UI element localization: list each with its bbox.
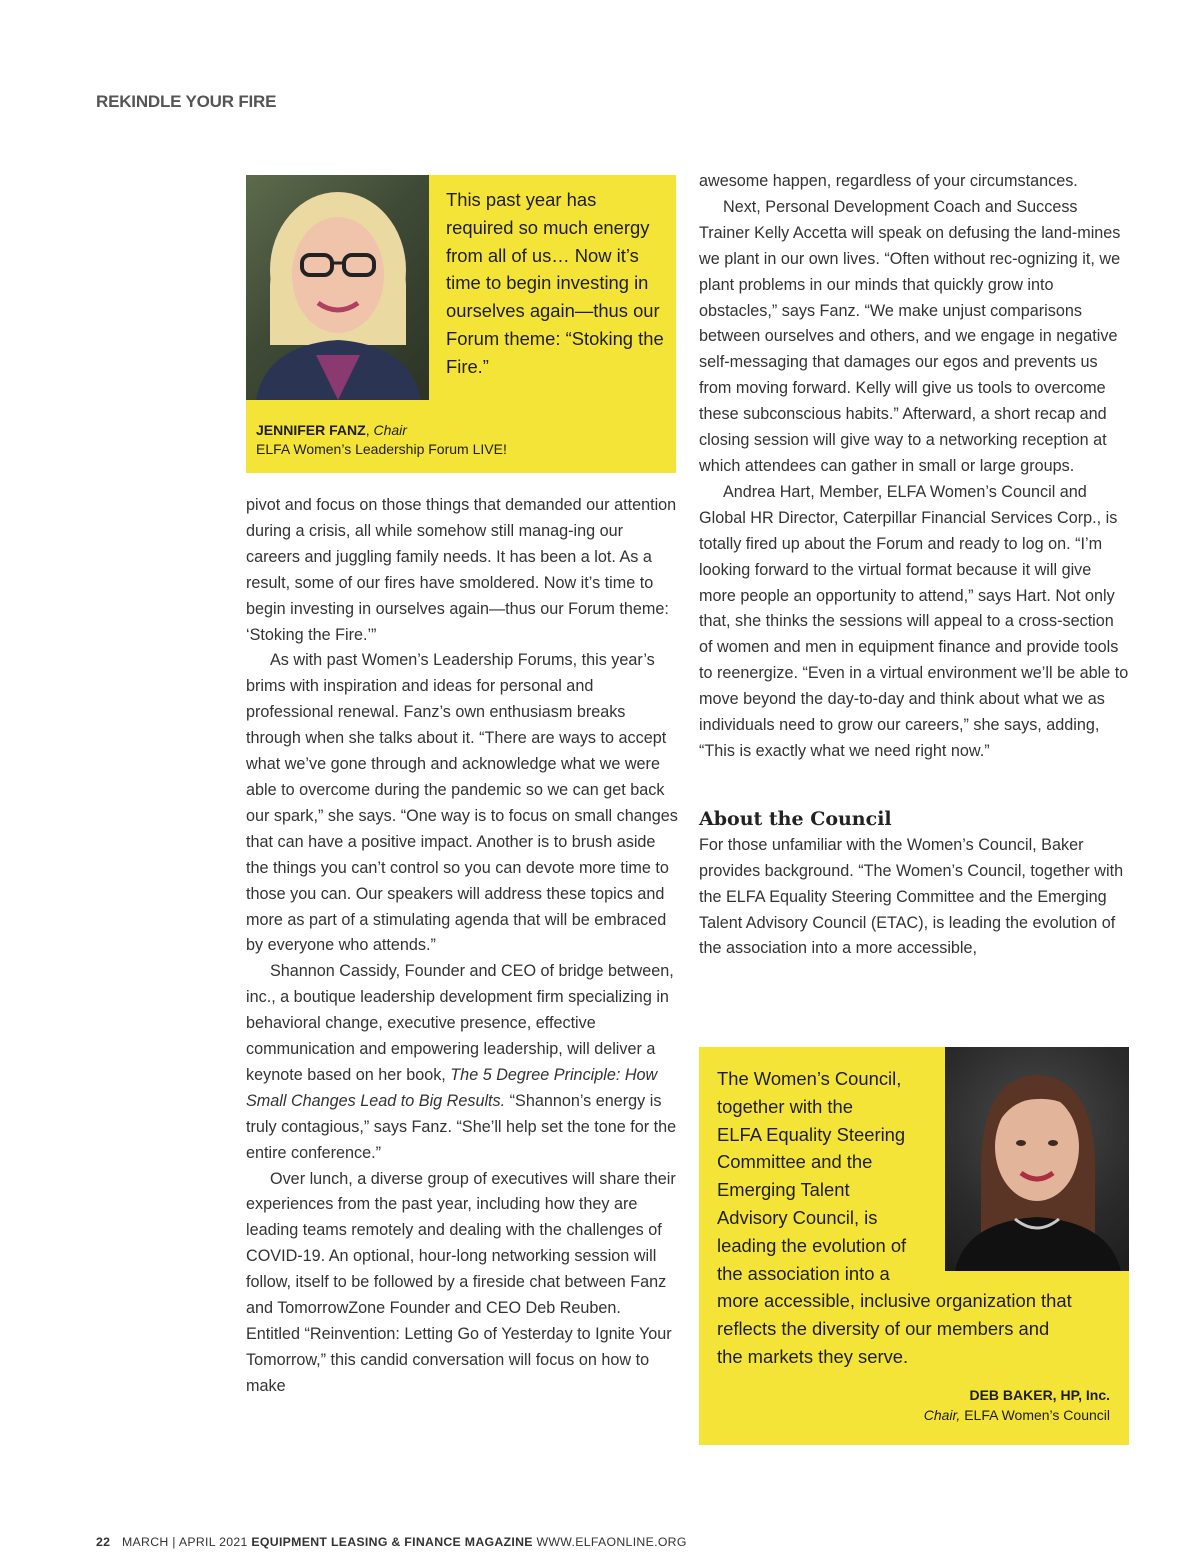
quote-line: Committee and the bbox=[717, 1151, 873, 1173]
pull-quote-text: This past year has required so much energy from all of us… Now it’s time to begin investing in ourselves again—thus our Forum theme: “Stoking the Fire.” bbox=[446, 189, 664, 377]
website-url: WWW.ELFAONLINE.ORG bbox=[536, 1535, 687, 1549]
quote-line: leading the evolution of bbox=[717, 1234, 907, 1256]
pull-quote-credit bbox=[924, 1385, 1110, 1425]
pull-quote-fanz bbox=[246, 175, 676, 473]
paragraph-text: “Shannon’s energy is truly contagious,” says Fanz. “She’ll help set the tone for the entire conference.” bbox=[246, 1091, 677, 1162]
pull-quote-baker bbox=[699, 1047, 1129, 1445]
pull-quote-credit: JENNIFER FANZ, Chair ELFA Women’s Leadership Forum LIVE! bbox=[256, 422, 507, 457]
credit-role: Chair, bbox=[923, 1407, 961, 1423]
quote-line: ELFA Equality Steering bbox=[717, 1123, 906, 1145]
paragraph: Andrea Hart, Member, ELFA Women’s Council and Global HR Director, Caterpillar Financial Services Corp., is totally fired up about the Forum and ready to log on. “I’m looking forward to the virtual format because it will give more people an opportunity to attend,” says Hart. Not only that, she thinks the sessions will appeal to a cross-section of women and men in equipment finance and provide tools to reenergize. “Even in a virtual environment we’ll be able to move beyond the day-to-day and think about what we as individuals need to grow our careers,” she says, adding, “This is exactly what we need right now.” bbox=[699, 482, 1129, 760]
portrait-jennifer-fanz bbox=[246, 175, 429, 400]
paragraph: As with past Women’s Leadership Forums, this year’s brims with inspiration and ideas for personal and professional renewal. Fanz’s own enthusiasm breaks through when she talks about it. “There are ways to accept what we’ve gone through and acknowledge what we were able to overcome during the pandemic so we can get back our spark,” she says. “One way is to focus on small changes that can have a positive impact. Another is to brush aside the things you can’t control so you can devote more time to those you can. Our speakers will address these topics and more as part of a stimulating agenda that will be embraced by everyone who attends.” bbox=[246, 651, 678, 955]
section-label: REKINDLE YOUR FIRE bbox=[96, 92, 277, 111]
paragraph-text: Shannon Cassidy, Founder and CEO of bridge between, inc., a boutique leadership development firm specializing in behavioral change, executive presence, effective communication and empowering leadership, will deliver a keynote based on her book, bbox=[246, 962, 674, 1084]
quote-line: together with the bbox=[717, 1095, 853, 1117]
article-column-left bbox=[246, 493, 678, 1400]
subhead-about-council: About the Council bbox=[699, 807, 892, 830]
paragraph bbox=[246, 959, 678, 1166]
credit-org: ELFA Women’s Council bbox=[964, 1407, 1110, 1423]
article-column-right bbox=[699, 169, 1129, 962]
page-number: 22 bbox=[96, 1535, 111, 1549]
magazine-title: EQUIPMENT LEASING & FINANCE MAGAZINE bbox=[251, 1535, 533, 1549]
credit-org: ELFA Women’s Leadership Forum LIVE! bbox=[256, 441, 507, 457]
paragraph: Next, Personal Development Coach and Success Trainer Kelly Accetta will speak on defusing the land-mines we plant in our own lives. “Often without rec-ognizing it, we plant problems in our minds that quickly grow into obstacles,” says Fanz. “We make unjust comparisons between ourselves and others, and we engage in negative self-messaging that damages our egos and prevents us from moving forward. Kelly will give us tools to overcome these subconscious habits.” Afterward, a short recap and closing session will give way to a networking reception at which attendees can gather in small or large groups. bbox=[699, 197, 1121, 475]
paragraph: For those unfamiliar with the Women’s Council, Baker provides background. “The Women’s Council, together with the ELFA Equality Steering Committee and the Emerging Talent Advisory Council (ETAC), is leading the evolution of the association into a more accessible, bbox=[699, 835, 1124, 958]
quote-line: the markets they serve. bbox=[717, 1345, 909, 1367]
credit-name: JENNIFER FANZ bbox=[256, 422, 366, 438]
paragraph: Over lunch, a diverse group of executives will share their experiences from the past year, including how they are leading teams remotely and dealing with the challenges of COVID-19. An optional, hour-long networking session will follow, itself to be followed by a fireside chat between Fanz and TomorrowZone Founder and CEO Deb Reuben. Entitled “Reinvention: Letting Go of Yesterday to Ignite Your Tomorrow,” this candid conversation will focus on how to make bbox=[246, 1169, 676, 1395]
quote-line: The Women’s Council, bbox=[717, 1068, 902, 1089]
quote-line: more accessible, inclusive organization that bbox=[717, 1290, 1072, 1312]
credit-name: DEB BAKER, HP, Inc. bbox=[969, 1387, 1110, 1403]
pull-quote-text bbox=[717, 1065, 1117, 1371]
book-title: The 5 Degree Principle: How Small Changes Lead to Big Results. bbox=[246, 1065, 658, 1110]
quote-line: reflects the diversity of our members and bbox=[717, 1318, 1050, 1340]
quote-line: Emerging Talent bbox=[717, 1179, 850, 1201]
quote-line: Advisory Council, is bbox=[717, 1206, 878, 1228]
portrait-photo bbox=[246, 175, 429, 400]
paragraph: awesome happen, regardless of your circumstances. bbox=[699, 172, 1078, 190]
page-footer bbox=[96, 1535, 687, 1549]
credit-role: Chair bbox=[373, 422, 407, 438]
issue-date: MARCH | APRIL 2021 bbox=[122, 1535, 248, 1549]
paragraph: pivot and focus on those things that demanded our attention during a crisis, all while somehow still manag-ing our careers and juggling family needs. It has been a lot. As a result, some of our fires have smoldered. Now it’s time to begin investing in ourselves again—thus our Forum theme: ‘Stoking the Fire.’” bbox=[246, 496, 677, 644]
quote-line: the association into a bbox=[717, 1262, 890, 1284]
